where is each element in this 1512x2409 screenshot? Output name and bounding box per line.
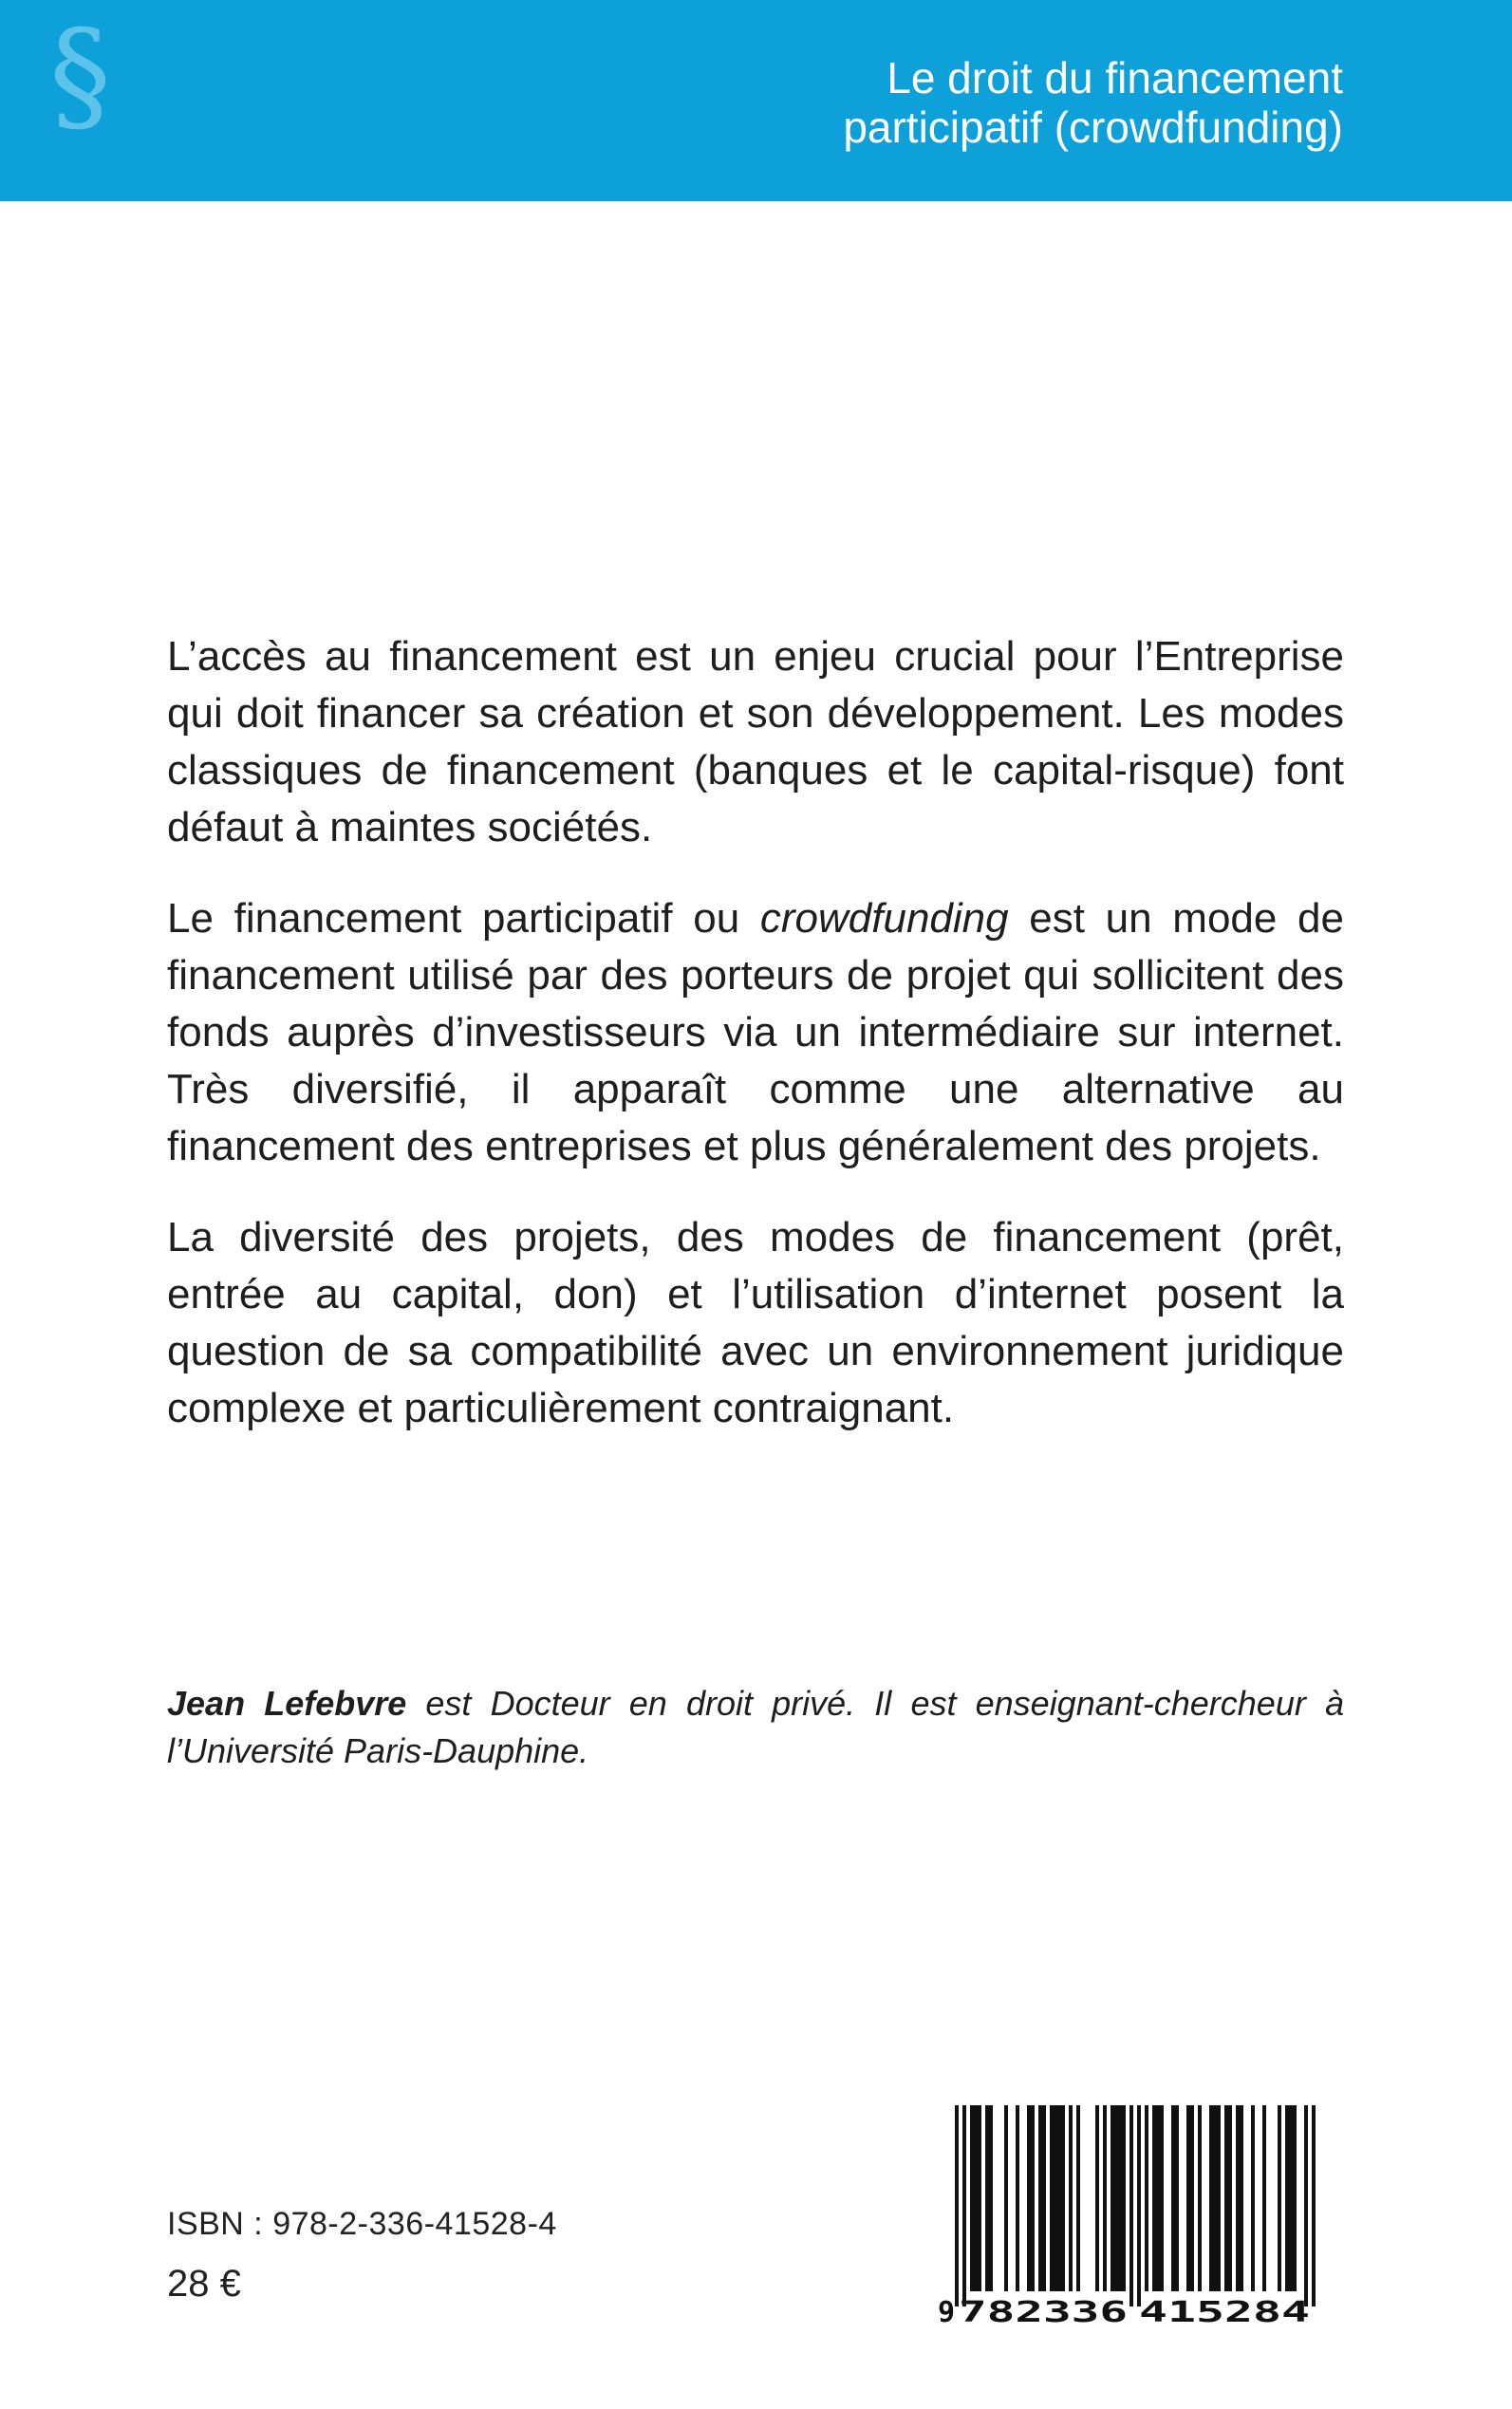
barcode-bar <box>1209 2105 1213 2291</box>
barcode-bar <box>1122 2105 1126 2291</box>
barcode-bar <box>1057 2105 1061 2291</box>
barcode-bar <box>1228 2105 1232 2291</box>
barcode-bar <box>1156 2105 1160 2291</box>
barcode-first-digit: 9 <box>938 2296 956 2327</box>
barcode-bar <box>1213 2105 1217 2291</box>
barcode-bar <box>989 2105 993 2291</box>
barcode-bar <box>1069 2105 1073 2291</box>
barcode-bar <box>1262 2105 1266 2291</box>
barcode-bar <box>1054 2105 1057 2291</box>
blurb <box>167 628 1344 1471</box>
barcode-bar <box>1031 2105 1035 2291</box>
barcode-bar <box>1198 2105 1202 2291</box>
barcode-bar <box>1016 2105 1019 2291</box>
isbn-text: ISBN : 978-2-336-41528-4 <box>167 2206 557 2242</box>
barcode-bar <box>1217 2105 1221 2291</box>
barcode-bar <box>1251 2105 1255 2291</box>
barcode-bar <box>1224 2105 1228 2291</box>
book-title-line1: Le droit du financement <box>887 53 1343 103</box>
barcode-bar <box>1114 2105 1118 2291</box>
barcode-bar <box>1186 2105 1190 2291</box>
barcode-bar <box>1095 2105 1099 2291</box>
blurb-p2-end: est un mode de financement utilisé par des porteurs de projet qui sollicitent des fonds auprès d’investisseurs via un intermédiaire sur internet. Très diversifié, il apparaît comme une alternative au financement des entreprises et plus généralement des projets. <box>167 895 1344 1169</box>
barcode-bar <box>1027 2105 1031 2291</box>
author-bio-text: est Docteur en droit privé. Il est enseignant-chercheur à l’Université Paris-Dauphine. <box>167 1684 1344 1770</box>
author-name: Jean Lefebvre <box>167 1684 407 1723</box>
barcode-bar <box>1042 2105 1046 2291</box>
barcode-bar <box>1103 2105 1107 2291</box>
barcode-image <box>938 2101 1333 2327</box>
barcode-bar <box>1171 2105 1175 2291</box>
barcode-bar <box>1278 2105 1281 2291</box>
blurb-paragraph-2 <box>167 890 1344 1175</box>
barcode-background <box>938 2101 1333 2327</box>
barcode-bar <box>1061 2105 1065 2291</box>
barcode-guard-bar <box>955 2105 959 2306</box>
barcode-bar <box>974 2105 978 2291</box>
barcode-bar <box>970 2105 974 2291</box>
barcode-bar <box>978 2105 981 2291</box>
barcode-guard-bar <box>1129 2105 1133 2306</box>
book-title-line2: participatif (crowdfunding) <box>843 103 1343 152</box>
barcode-bar <box>1285 2105 1289 2291</box>
header-band <box>0 0 1512 201</box>
barcode-bar <box>1145 2105 1148 2291</box>
book-title <box>843 53 1343 152</box>
blurb-paragraph-1: L’accès au financement est un enjeu crucial pour l’Entreprise qui doit financer sa création et son développement. Les modes classiques de financement (banques et le capital-risque) font défaut à maintes sociétés. <box>167 633 1344 850</box>
barcode-guard-bar <box>1137 2105 1141 2306</box>
barcode-bar <box>1289 2105 1293 2291</box>
blurb-p2-italic-term: crowdfunding <box>759 895 1009 942</box>
barcode-left-digits: 782336 <box>959 2296 1128 2327</box>
barcode-right-digits: 415284 <box>1139 2296 1310 2327</box>
barcode-bar <box>1076 2105 1080 2291</box>
section-symbol-icon: § <box>49 3 111 147</box>
barcode-bar <box>1038 2105 1042 2291</box>
barcode-bar <box>1190 2105 1194 2291</box>
barcode-bar <box>1175 2105 1179 2291</box>
barcode-bar <box>1050 2105 1054 2291</box>
barcode-bar <box>1111 2105 1114 2291</box>
barcode-guard-bar <box>962 2105 966 2306</box>
author-bio <box>167 1680 1344 1775</box>
barcode-bar <box>1236 2105 1240 2291</box>
blurb-paragraph-3: La diversité des projets, des modes de financement (prêt, entrée au capital, don) et l’utilisation d’internet posent la question de sa compatibilité avec un environnement juridique complexe et particulièrement contraignant. <box>167 1214 1344 1431</box>
barcode-bar <box>1152 2105 1156 2291</box>
barcode-bar <box>985 2105 989 2291</box>
barcode-bar <box>1004 2105 1008 2291</box>
barcode-bar <box>1240 2105 1243 2291</box>
barcode-bar <box>1293 2105 1297 2291</box>
barcode-guard-bar <box>1304 2105 1308 2306</box>
barcode-bar <box>1160 2105 1164 2291</box>
barcode-bar <box>1118 2105 1122 2291</box>
price-text: 28 € <box>167 2263 241 2305</box>
barcode-digits <box>938 2296 1310 2327</box>
barcode-guard-bar <box>1312 2105 1316 2306</box>
blurb-p2-start: Le financement participatif ou <box>167 895 760 942</box>
